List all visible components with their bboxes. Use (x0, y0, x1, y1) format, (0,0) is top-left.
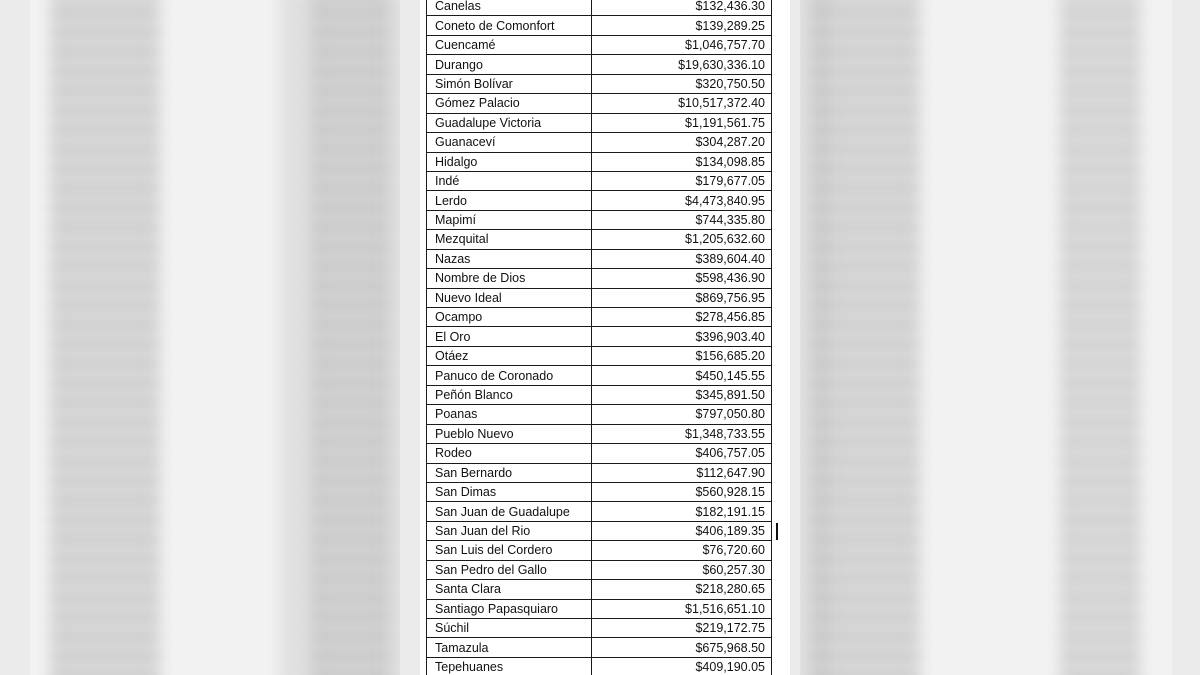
municipio-cell: Súchil (427, 619, 592, 638)
table-row (427, 35, 772, 54)
monto-cell: $1,046,757.70 (592, 35, 772, 54)
table-row (427, 560, 772, 579)
municipio-cell: Durango (427, 55, 592, 74)
monto-cell: $406,189.35 (592, 521, 772, 540)
municipio-cell: Tamazula (427, 638, 592, 657)
municipio-cell: San Bernardo (427, 463, 592, 482)
table-row (427, 366, 772, 385)
table-row (427, 502, 772, 521)
monto-cell: $1,191,561.75 (592, 113, 772, 132)
monto-cell: $869,756.95 (592, 288, 772, 307)
municipio-cell: Poanas (427, 405, 592, 424)
table-row (427, 55, 772, 74)
table-row (427, 249, 772, 268)
monto-cell: $10,517,372.40 (592, 94, 772, 113)
municipio-cell: San Juan de Guadalupe (427, 502, 592, 521)
table-row (427, 482, 772, 501)
table-row (427, 657, 772, 675)
blurred-background-right (800, 0, 1172, 675)
spreadsheet-page (420, 0, 790, 675)
municipio-cell: Coneto de Comonfort (427, 16, 592, 35)
table-row (427, 74, 772, 93)
table-row (427, 171, 772, 190)
monto-cell: $219,172.75 (592, 619, 772, 638)
monto-cell: $797,050.80 (592, 405, 772, 424)
table-row (427, 308, 772, 327)
monto-cell: $406,757.05 (592, 444, 772, 463)
monto-cell: $278,456.85 (592, 308, 772, 327)
table-row (427, 599, 772, 618)
municipio-cell: Mezquital (427, 230, 592, 249)
municipio-cell: Peñón Blanco (427, 385, 592, 404)
monto-cell: $132,436.30 (592, 0, 772, 16)
table-body (427, 0, 772, 675)
municipio-cell: Gómez Palacio (427, 94, 592, 113)
municipio-cell: Santa Clara (427, 580, 592, 599)
municipio-cell: Mapimí (427, 210, 592, 229)
monto-cell: $218,280.65 (592, 580, 772, 599)
municipio-cell: San Pedro del Gallo (427, 560, 592, 579)
monto-cell: $182,191.15 (592, 502, 772, 521)
table-row (427, 152, 772, 171)
monto-cell: $60,257.30 (592, 560, 772, 579)
table-row (427, 638, 772, 657)
municipio-cell: Nazas (427, 249, 592, 268)
municipio-cell: Guadalupe Victoria (427, 113, 592, 132)
monto-cell: $320,750.50 (592, 74, 772, 93)
monto-cell: $1,516,651.10 (592, 599, 772, 618)
municipio-cell: Nuevo Ideal (427, 288, 592, 307)
municipio-cell: Nombre de Dios (427, 269, 592, 288)
municipio-cell: Hidalgo (427, 152, 592, 171)
municipio-cell: El Oro (427, 327, 592, 346)
municipio-cell: Canelas (427, 0, 592, 16)
monto-cell: $4,473,840.95 (592, 191, 772, 210)
monto-cell: $1,348,733.55 (592, 424, 772, 443)
municipio-cell: Ocampo (427, 308, 592, 327)
municipio-cell: Rodeo (427, 444, 592, 463)
monto-cell: $598,436.90 (592, 269, 772, 288)
monto-cell: $179,677.05 (592, 171, 772, 190)
municipio-cell: Simón Bolívar (427, 74, 592, 93)
table-row (427, 94, 772, 113)
municipio-cell: Indé (427, 171, 592, 190)
municipio-cell: Cuencamé (427, 35, 592, 54)
monto-cell: $345,891.50 (592, 385, 772, 404)
municipio-cell: San Luis del Cordero (427, 541, 592, 560)
monto-cell: $1,205,632.60 (592, 230, 772, 249)
table-row (427, 541, 772, 560)
monto-cell: $396,903.40 (592, 327, 772, 346)
municipio-cell: Pueblo Nuevo (427, 424, 592, 443)
monto-cell: $112,647.90 (592, 463, 772, 482)
table-row (427, 405, 772, 424)
table-row (427, 0, 772, 16)
table-row (427, 424, 772, 443)
table-row (427, 210, 772, 229)
municipio-cell: Otáez (427, 346, 592, 365)
municipio-cell: San Dimas (427, 482, 592, 501)
monto-cell: $389,604.40 (592, 249, 772, 268)
municipio-cell: Panuco de Coronado (427, 366, 592, 385)
table-row (427, 113, 772, 132)
table-row (427, 133, 772, 152)
monto-cell: $19,630,336.10 (592, 55, 772, 74)
table-row (427, 444, 772, 463)
table-row (427, 191, 772, 210)
municipio-cell: Tepehuanes (427, 657, 592, 675)
monto-cell: $156,685.20 (592, 346, 772, 365)
table-row (427, 288, 772, 307)
municipio-cell: Lerdo (427, 191, 592, 210)
municipios-table (426, 0, 772, 675)
monto-cell: $450,145.55 (592, 366, 772, 385)
table-row (427, 619, 772, 638)
municipio-cell: San Juan del Rio (427, 521, 592, 540)
monto-cell: $409,190.05 (592, 657, 772, 675)
table-row (427, 327, 772, 346)
table-row (427, 463, 772, 482)
municipio-cell: Guanaceví (427, 133, 592, 152)
monto-cell: $134,098.85 (592, 152, 772, 171)
monto-cell: $139,289.25 (592, 16, 772, 35)
text-cursor (776, 523, 778, 540)
blurred-background-left (30, 0, 400, 675)
monto-cell: $675,968.50 (592, 638, 772, 657)
municipio-cell: Santiago Papasquiaro (427, 599, 592, 618)
monto-cell: $76,720.60 (592, 541, 772, 560)
table-row (427, 269, 772, 288)
monto-cell: $560,928.15 (592, 482, 772, 501)
table-row (427, 580, 772, 599)
table-row (427, 385, 772, 404)
table-row (427, 16, 772, 35)
table-row (427, 346, 772, 365)
table-row (427, 521, 772, 540)
monto-cell: $744,335.80 (592, 210, 772, 229)
table-row (427, 230, 772, 249)
monto-cell: $304,287.20 (592, 133, 772, 152)
